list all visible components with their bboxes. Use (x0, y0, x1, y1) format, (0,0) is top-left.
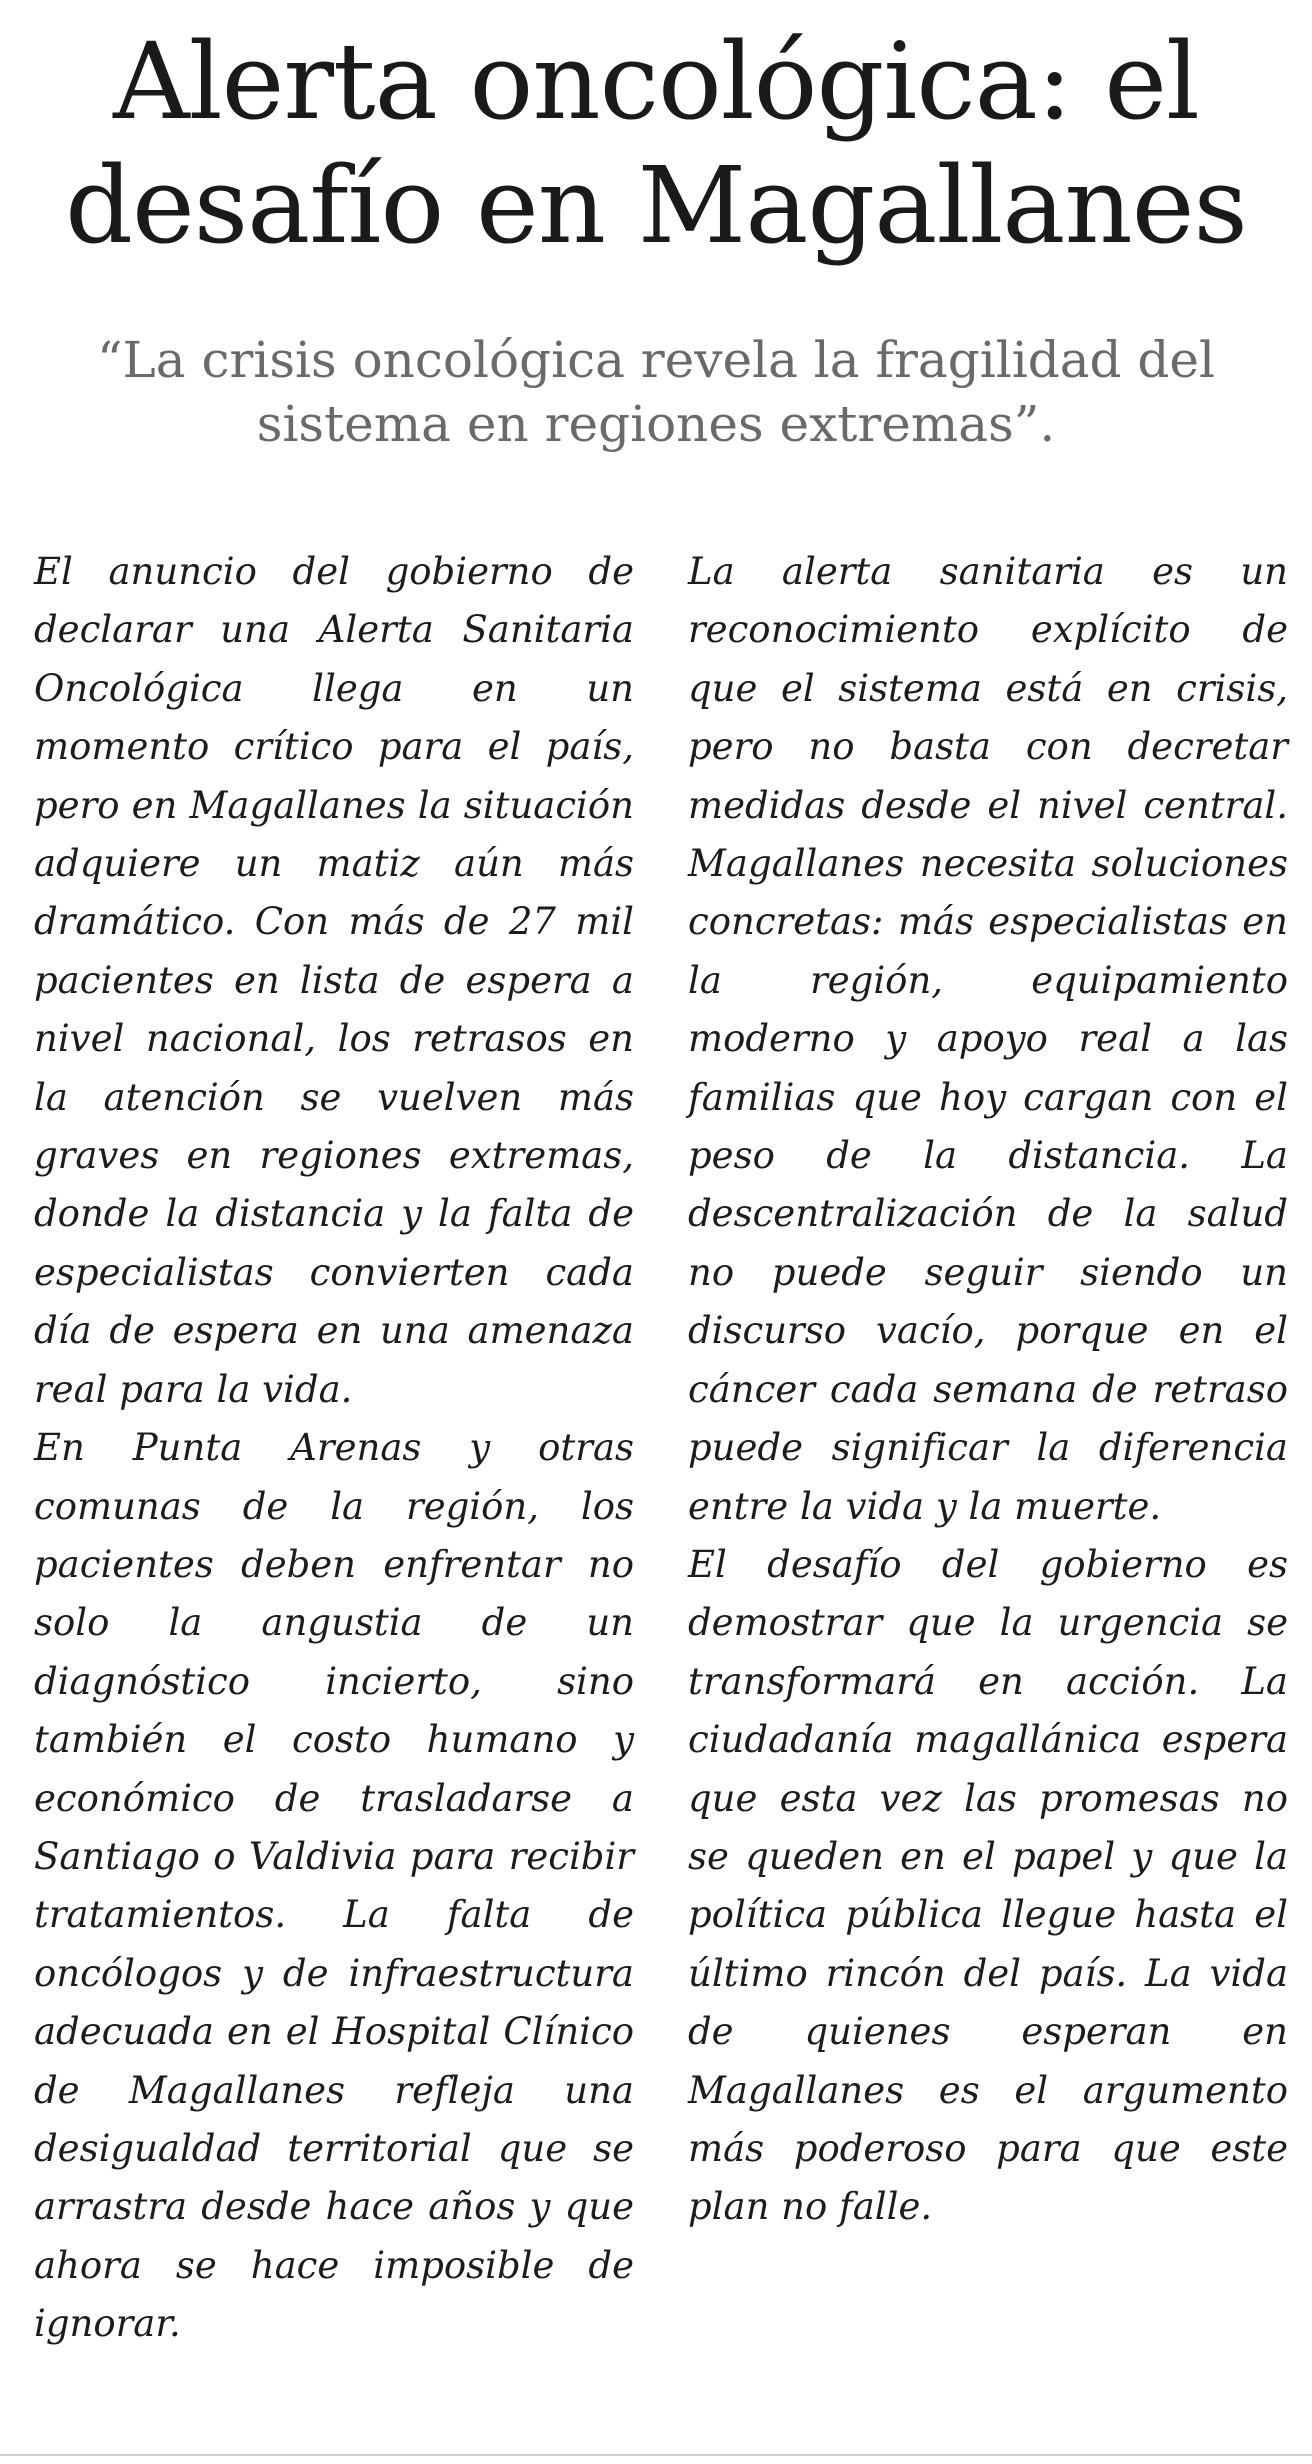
pull-quote-line-1: “La crisis oncológica revela la fragilidad del (97, 331, 1215, 389)
headline-line-1: Alerta oncológica: el (113, 20, 1199, 143)
pull-quote-line-2: sistema en regiones extremas”. (256, 395, 1056, 453)
article-paragraph: El desafío del gobierno es demostrar que la urgencia se transformará en acción. La ciudadanía magallánica espera que esta vez las promesas no se queden en el papel y que la política pública llegue hasta el último rincón del país. La vida de quienes esperan en Magallanes es el argumento más poderoso para que este plan no falle. (688, 1542, 1288, 2229)
article-paragraph: En Punta Arenas y otras comunas de la región, los pacientes deben enfrentar no solo la angustia de un diagnóstico incierto, sino también el costo humano y económico de trasladarse a Santiago o Valdivia para recibir tratamientos. La falta de oncólogos y de infraestructura adecuada en el Hospital Clínico de Magallanes refleja una desigualdad territorial que se arrastra desde hace años y que ahora se hace imposible de ignorar. (34, 1426, 634, 2346)
article-column-right (688, 543, 1288, 2237)
article-column-left (34, 543, 634, 2354)
headline-line-2: desafío en Magallanes (65, 144, 1247, 267)
headline (40, 20, 1272, 268)
article-paragraph: El anuncio del gobierno de declarar una Alerta Sanitaria Oncológica llega en un momento crítico para el país, pero en Magallanes la situación adquiere un matiz aún más dramático. Con más de 27 mil pacientes en lista de espera a nivel nacional, los retrasos en la atención se vuelven más graves en regiones extremas, donde la distancia y la falta de especialistas convierten cada día de espera en una amenaza real para la vida. (34, 550, 634, 1411)
pull-quote (60, 328, 1252, 456)
article-paragraph: La alerta sanitaria es un reconocimiento explícito de que el sistema está en crisis, pero no basta con decretar medidas desde el nivel central. Magallanes necesita soluciones concretas: más especialistas en la región, equipamiento moderno y apoyo real a las familias que hoy cargan con el peso de la distancia. La descentralización de la salud no puede seguir siendo un discurso vacío, porque en el cáncer cada semana de retraso puede significar la diferencia entre la vida y la muerte. (688, 550, 1288, 1528)
bottom-divider (0, 2454, 1312, 2456)
